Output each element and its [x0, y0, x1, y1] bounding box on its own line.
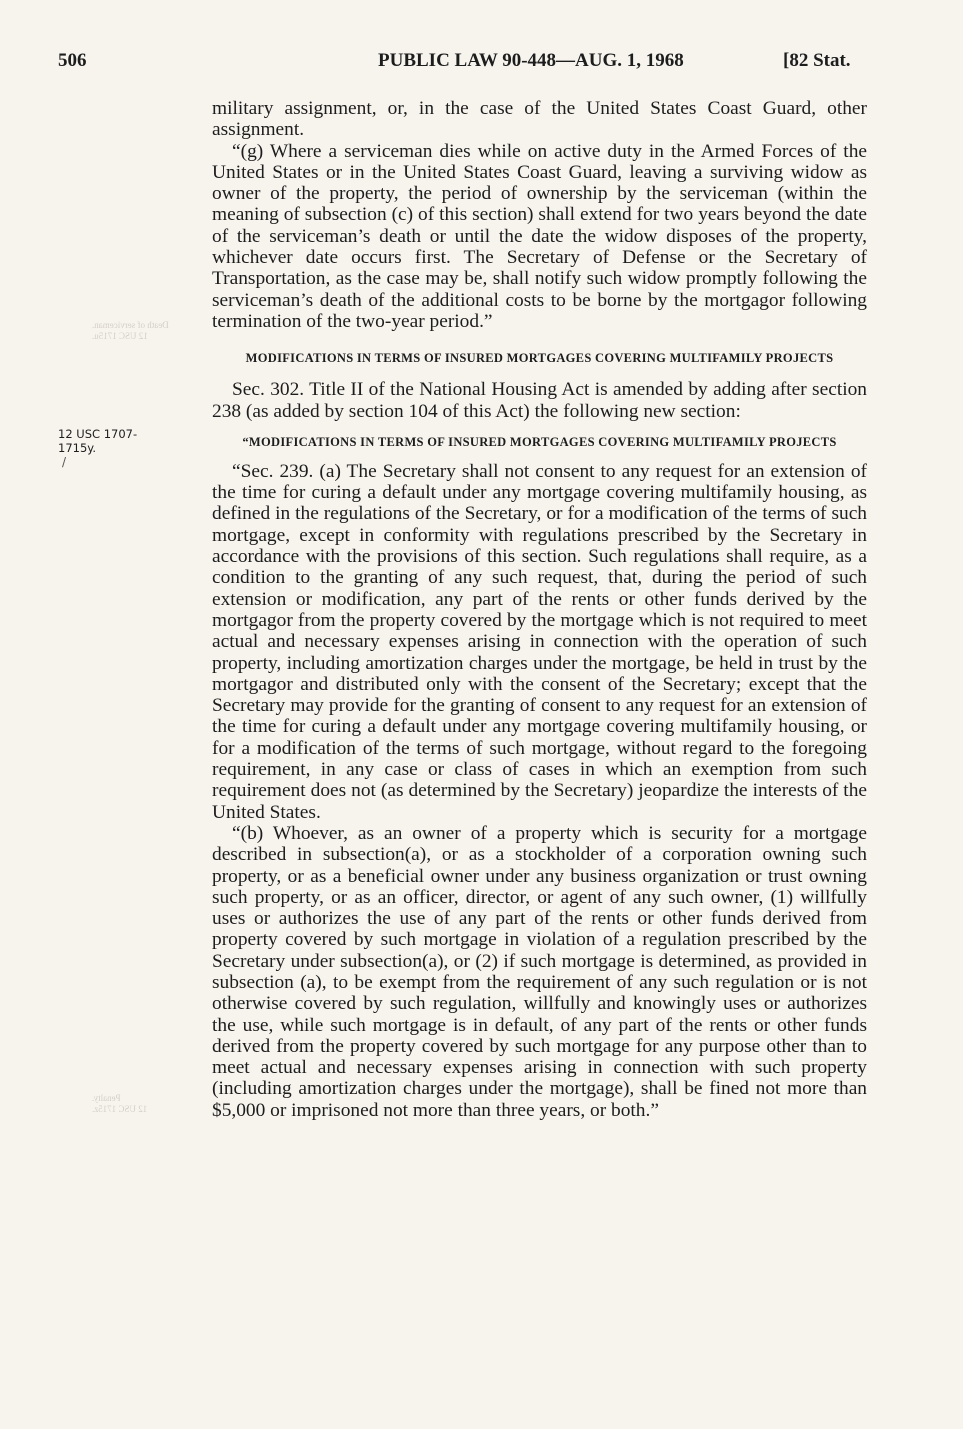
bleed-through-note: Penalty. 12 USC 1715z. — [92, 1093, 148, 1114]
margin-mark: / — [62, 455, 67, 469]
document-body — [212, 98, 867, 1121]
paragraph-subsection-g: “(g) Where a serviceman dies while on active duty in the Armed Forces of the United States or in the United States Coast Guard, leaving a surviving widow as owner of the property, the period of ownership by the serviceman (within the meaning of subsection (c) of this section) shall extend for two years beyond the date of the serviceman’s death or until the date the widow disposes of the property, whichever date occurs first. The Secretary of Defense or the Secretary of Transportation, as the case may be, shall notify such widow promptly following the serviceman’s death of the additional costs to be borne by the mortgagor following termination of the two-year period.” — [212, 140, 867, 332]
page-header — [0, 50, 963, 80]
paragraph-continuation: military assignment, or, in the case of the United States Coast Guard, other assignment. — [212, 98, 867, 141]
statute-reference: [82 Stat. — [783, 50, 851, 71]
margin-citation-text: 12 USC 1707-1715y. — [58, 427, 138, 455]
section-heading: MODIFICATIONS IN TERMS OF INSURED MORTGAGES COVERING MULTIFAMILY PROJECTS — [245, 351, 834, 366]
margin-citation — [58, 427, 148, 469]
page-number: 506 — [58, 50, 87, 71]
paragraph-sec-239-a: “Sec. 239. (a) The Secretary shall not consent to any request for an extension of the time for curing a default under any mortgage covering multifamily housing, as defined in the regulations of the Secretary, or for a modification of the terms of such mortgage, except in conformity with regulations prescribed by the Secretary in accordance with the provisions of this section. Such regulations shall require, as a condition to the granting of any such request, that, during the period of such extension or modification, any part of the rents or other funds derived by the mortgagor from the property covered by the mortgage which is not required to meet actual and necessary expenses arising in connection with the operation of such property, including amortization charges under the mortgage, be held in trust by the mortgagor and distributed only with the consent of the Secretary; except that the Secretary may provide for the granting of consent to any request for an extension of the time for curing a default under any mortgage covering multifamily housing, or for a modification of the terms of such mortgage, without regard to the foregoing requirement, in any case or class of cases in which an exemption from such requirement does not (as determined by the Secretary) jeopardize the interests of the United States. — [212, 460, 867, 823]
paragraph-sec-302: Sec. 302. Title II of the National Housing Act is amended by adding after section 238 (as added by section 104 of this Act) the following new section: — [212, 379, 867, 422]
inserted-section-heading: “MODIFICATIONS IN TERMS OF INSURED MORTGAGES COVERING MULTIFAMILY PROJECTS — [242, 434, 837, 449]
bleed-through-note: Death of serviceman. 12 USC 1715u. — [92, 320, 169, 341]
running-title: PUBLIC LAW 90-448—AUG. 1, 1968 — [378, 50, 684, 71]
paragraph-sec-239-b: “(b) Whoever, as an owner of a property which is security for a mortgage described in subsection(a), or as a stockholder of a corporation owning such property, or as a beneficial owner under any business organization or trust owning such property, or as an officer, director, or agent of any such owner, (1) willfully uses or authorizes the use of any part of the rents or other funds derived from property covered by such mortgage in violation of a regulation prescribed by the Secretary under subsection(a), or (2) if such mortgage is determined, as provided in subsection (a), to be exempt from the requirement of any such regulation or is not otherwise covered by such regulation, willfully and knowingly uses or authorizes the use, while such mortgage is in default, of any part of the rents or other funds derived from the property covered by such mortgage for any purpose other than to meet actual and necessary expenses arising in connection with such property (including amortization charges under the mortgage), shall be fined not more than $5,000 or imprisoned not more than three years, or both.” — [212, 822, 867, 1121]
